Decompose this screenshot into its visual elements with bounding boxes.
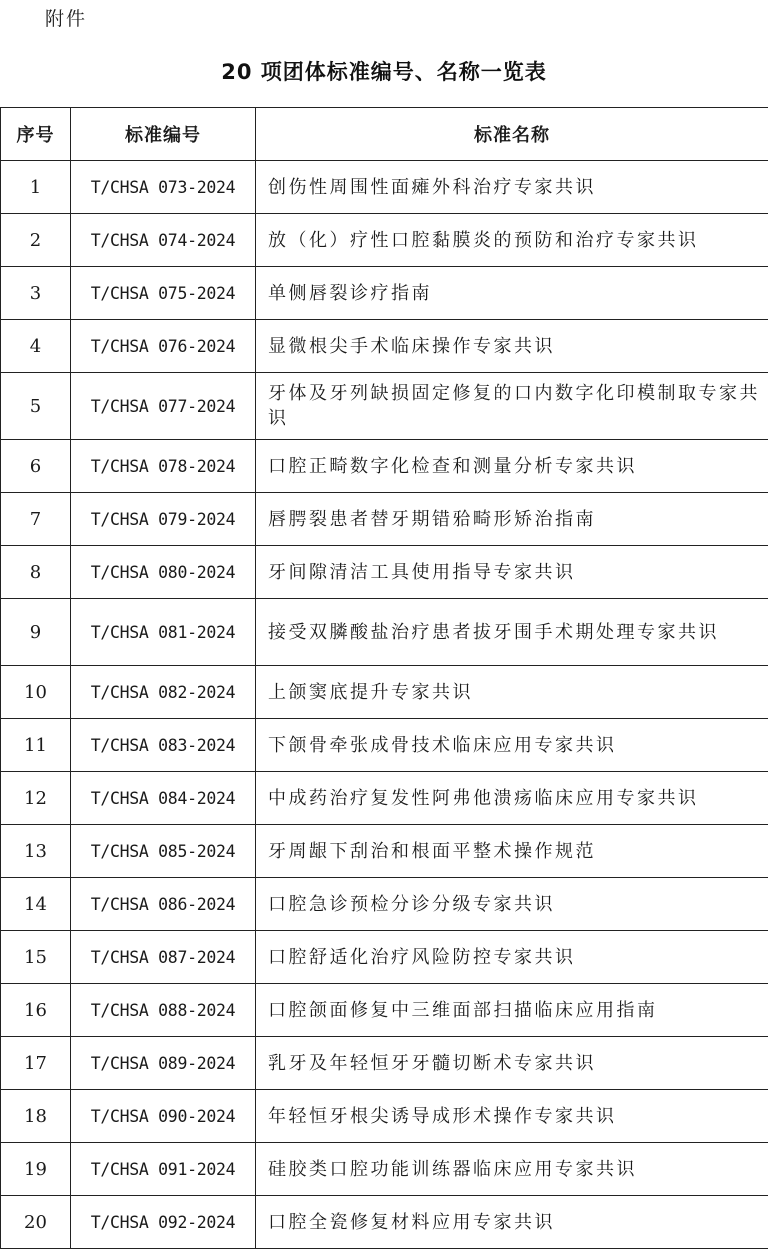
- standard-code: T/CHSA 092-2024: [71, 1196, 256, 1249]
- table-row: [1, 825, 768, 878]
- standard-code: T/CHSA 091-2024: [71, 1143, 256, 1196]
- row-number: 5: [1, 373, 71, 440]
- standard-name: 显微根尖手术临床操作专家共识: [256, 320, 768, 373]
- row-number: 11: [1, 719, 71, 772]
- row-number: 13: [1, 825, 71, 878]
- standard-name: 牙周龈下刮治和根面平整术操作规范: [256, 825, 768, 878]
- table-row: [1, 878, 768, 931]
- table-row: [1, 1143, 768, 1196]
- table-row: [1, 931, 768, 984]
- header-code: 标准编号: [71, 108, 256, 161]
- standard-code: T/CHSA 075-2024: [71, 267, 256, 320]
- table-row: [1, 161, 768, 214]
- row-number: 10: [1, 666, 71, 719]
- standard-name: 口腔颌面修复中三维面部扫描临床应用指南: [256, 984, 768, 1037]
- row-number: 20: [1, 1196, 71, 1249]
- standard-code: T/CHSA 084-2024: [71, 772, 256, 825]
- standard-name: 口腔舒适化治疗风险防控专家共识: [256, 931, 768, 984]
- row-number: 8: [1, 546, 71, 599]
- standard-code: T/CHSA 081-2024: [71, 599, 256, 666]
- table-row: [1, 772, 768, 825]
- table-header-row: [1, 108, 768, 161]
- table-row: [1, 546, 768, 599]
- table-row: [1, 1090, 768, 1143]
- standard-name: 年轻恒牙根尖诱导成形术操作专家共识: [256, 1090, 768, 1143]
- standard-code: T/CHSA 087-2024: [71, 931, 256, 984]
- table-row: [1, 666, 768, 719]
- standard-name: 单侧唇裂诊疗指南: [256, 267, 768, 320]
- standard-code: T/CHSA 077-2024: [71, 373, 256, 440]
- table-row: [1, 320, 768, 373]
- standard-name: 中成药治疗复发性阿弗他溃疡临床应用专家共识: [256, 772, 768, 825]
- standard-code: T/CHSA 083-2024: [71, 719, 256, 772]
- standard-code: T/CHSA 076-2024: [71, 320, 256, 373]
- standard-code: T/CHSA 088-2024: [71, 984, 256, 1037]
- standard-name: 牙体及牙列缺损固定修复的口内数字化印模制取专家共识: [256, 373, 768, 440]
- row-number: 9: [1, 599, 71, 666]
- standard-name: 唇腭裂患者替牙期错𬌗畸形矫治指南: [256, 493, 768, 546]
- document-title: 20 项团体标准编号、名称一览表: [0, 56, 768, 86]
- attachment-label: 附件: [45, 4, 87, 31]
- standard-name: 口腔急诊预检分诊分级专家共识: [256, 878, 768, 931]
- row-number: 15: [1, 931, 71, 984]
- standard-name: 下颌骨牵张成骨技术临床应用专家共识: [256, 719, 768, 772]
- row-number: 7: [1, 493, 71, 546]
- standard-code: T/CHSA 082-2024: [71, 666, 256, 719]
- standard-code: T/CHSA 089-2024: [71, 1037, 256, 1090]
- row-number: 3: [1, 267, 71, 320]
- header-name: 标准名称: [256, 108, 768, 161]
- standard-name: 创伤性周围性面瘫外科治疗专家共识: [256, 161, 768, 214]
- standards-table: [0, 107, 768, 1249]
- table-row: [1, 599, 768, 666]
- standard-code: T/CHSA 085-2024: [71, 825, 256, 878]
- table-row: [1, 440, 768, 493]
- standard-code: T/CHSA 073-2024: [71, 161, 256, 214]
- header-no: 序号: [1, 108, 71, 161]
- table-row: [1, 1196, 768, 1249]
- standard-name: 口腔正畸数字化检查和测量分析专家共识: [256, 440, 768, 493]
- standard-name: 乳牙及年轻恒牙牙髓切断术专家共识: [256, 1037, 768, 1090]
- standard-code: T/CHSA 078-2024: [71, 440, 256, 493]
- table-row: [1, 1037, 768, 1090]
- row-number: 1: [1, 161, 71, 214]
- standard-name: 放（化）疗性口腔黏膜炎的预防和治疗专家共识: [256, 214, 768, 267]
- row-number: 18: [1, 1090, 71, 1143]
- row-number: 14: [1, 878, 71, 931]
- table-row: [1, 984, 768, 1037]
- standard-name: 接受双膦酸盐治疗患者拔牙围手术期处理专家共识: [256, 599, 768, 666]
- standard-code: T/CHSA 074-2024: [71, 214, 256, 267]
- table-row: [1, 267, 768, 320]
- standard-code: T/CHSA 080-2024: [71, 546, 256, 599]
- row-number: 4: [1, 320, 71, 373]
- table-row: [1, 719, 768, 772]
- table-row: [1, 373, 768, 440]
- standard-name: 牙间隙清洁工具使用指导专家共识: [256, 546, 768, 599]
- row-number: 19: [1, 1143, 71, 1196]
- standard-name: 上颌窦底提升专家共识: [256, 666, 768, 719]
- row-number: 2: [1, 214, 71, 267]
- standard-code: T/CHSA 079-2024: [71, 493, 256, 546]
- row-number: 17: [1, 1037, 71, 1090]
- standard-code: T/CHSA 090-2024: [71, 1090, 256, 1143]
- row-number: 6: [1, 440, 71, 493]
- row-number: 16: [1, 984, 71, 1037]
- standard-name: 硅胶类口腔功能训练器临床应用专家共识: [256, 1143, 768, 1196]
- standard-name: 口腔全瓷修复材料应用专家共识: [256, 1196, 768, 1249]
- table-row: [1, 214, 768, 267]
- standard-code: T/CHSA 086-2024: [71, 878, 256, 931]
- table-row: [1, 493, 768, 546]
- row-number: 12: [1, 772, 71, 825]
